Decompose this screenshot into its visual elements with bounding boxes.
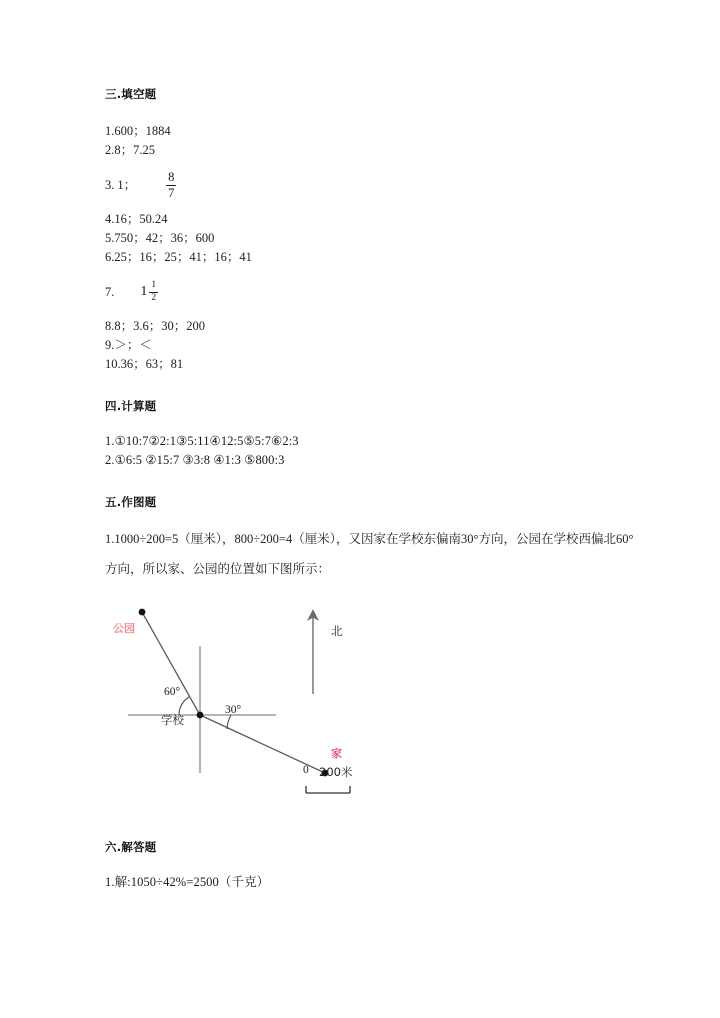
answer-item-3 — [105, 168, 645, 202]
calculation-line-2: 2.①6:5 ②15:7 ③3:8 ④1:3 ⑤800:3 — [105, 453, 285, 467]
drawing-problem-paragraph: 1.1000÷200=5（厘米），800÷200=4（厘米），又因家在学校东偏南30°方向，公园在学校西偏北60°方向，所以家、公园的位置如下图所示： — [105, 532, 634, 576]
section-heading-fill-in-blanks: 三.填空题 — [105, 87, 157, 101]
answer-item-9-number: 9. — [105, 338, 115, 352]
calculation-line-1: 1.①10:7②2:1③5:11④12:5⑤5:7⑥2:3 — [105, 434, 299, 448]
answer-question-line-1: 1.解:1050÷42%=2500（千克） — [105, 875, 270, 889]
answer-item-1-text: 600；1884 — [114, 124, 171, 138]
answer-item-7 — [105, 275, 645, 309]
answer-item-3-number: 3. — [105, 177, 115, 192]
answer-item-4 — [105, 210, 645, 229]
answer-item-10-number: 10. — [105, 357, 121, 371]
figure-label-north: 北 — [331, 624, 343, 638]
answer-item-10 — [105, 355, 645, 374]
answer-item-5-text: 750；42；36；600 — [114, 231, 215, 245]
answer-item-2-text: 8；7.25 — [114, 143, 156, 157]
answer-item-2-number: 2. — [105, 143, 115, 157]
fraction-denominator: 7 — [168, 185, 175, 200]
section-heading-answer-questions: 六.解答题 — [105, 840, 157, 854]
answer-item-9 — [105, 336, 645, 355]
answer-item-8-number: 8. — [105, 319, 115, 333]
map-sketch-svg — [107, 596, 407, 811]
mixed-fraction — [149, 281, 158, 303]
figure-label-scale-value: 200米 — [319, 765, 353, 779]
answer-item-6-number: 6. — [105, 250, 115, 264]
figure-label-scale-zero: 0 — [303, 764, 309, 776]
answer-item-8 — [105, 317, 645, 336]
answer-item-5 — [105, 229, 645, 248]
answer-item-7-number: 7. — [105, 284, 115, 299]
figure-label-home: 家 — [331, 747, 342, 760]
answer-item-3-fraction — [166, 171, 176, 200]
mixed-whole: 1 — [140, 284, 148, 299]
answer-item-8-text: 8；3.6；30；200 — [114, 319, 206, 333]
answer-item-5-number: 5. — [105, 231, 115, 245]
fraction-denominator: 2 — [151, 292, 157, 303]
answer-item-1 — [105, 122, 645, 141]
angle-arc-30 — [227, 715, 231, 729]
answer-item-10-text: 36；63；81 — [120, 357, 184, 371]
point-school — [197, 712, 204, 719]
figure-label-angle-60: 60° — [164, 686, 181, 698]
point-park — [139, 609, 146, 616]
fraction-numerator: 1 — [151, 279, 157, 290]
answer-item-4-number: 4. — [105, 212, 115, 226]
answer-item-9-text: ＞；＜ — [114, 338, 152, 352]
fraction-numerator: 8 — [168, 169, 175, 184]
answer-item-3-lead: 1； — [117, 177, 137, 192]
section-heading-drawing: 五.作图题 — [105, 495, 157, 509]
answer-item-6-text: 25；16；25；41；16；41 — [114, 250, 252, 264]
answer-item-6 — [105, 248, 645, 267]
answer-item-7-mixed-number — [140, 281, 159, 303]
page-content — [105, 86, 645, 892]
figure-label-park: 公园 — [113, 622, 135, 635]
ray-school-to-park — [142, 612, 200, 715]
answer-item-2 — [105, 141, 645, 160]
answer-item-4-text: 16；50.24 — [114, 212, 168, 226]
figure-label-angle-30: 30° — [225, 704, 242, 716]
section-heading-calculation: 四.计算题 — [105, 399, 157, 413]
figure-label-school: 学校 — [161, 713, 184, 727]
map-sketch-figure — [107, 596, 407, 811]
answer-item-1-number: 1. — [105, 124, 115, 138]
